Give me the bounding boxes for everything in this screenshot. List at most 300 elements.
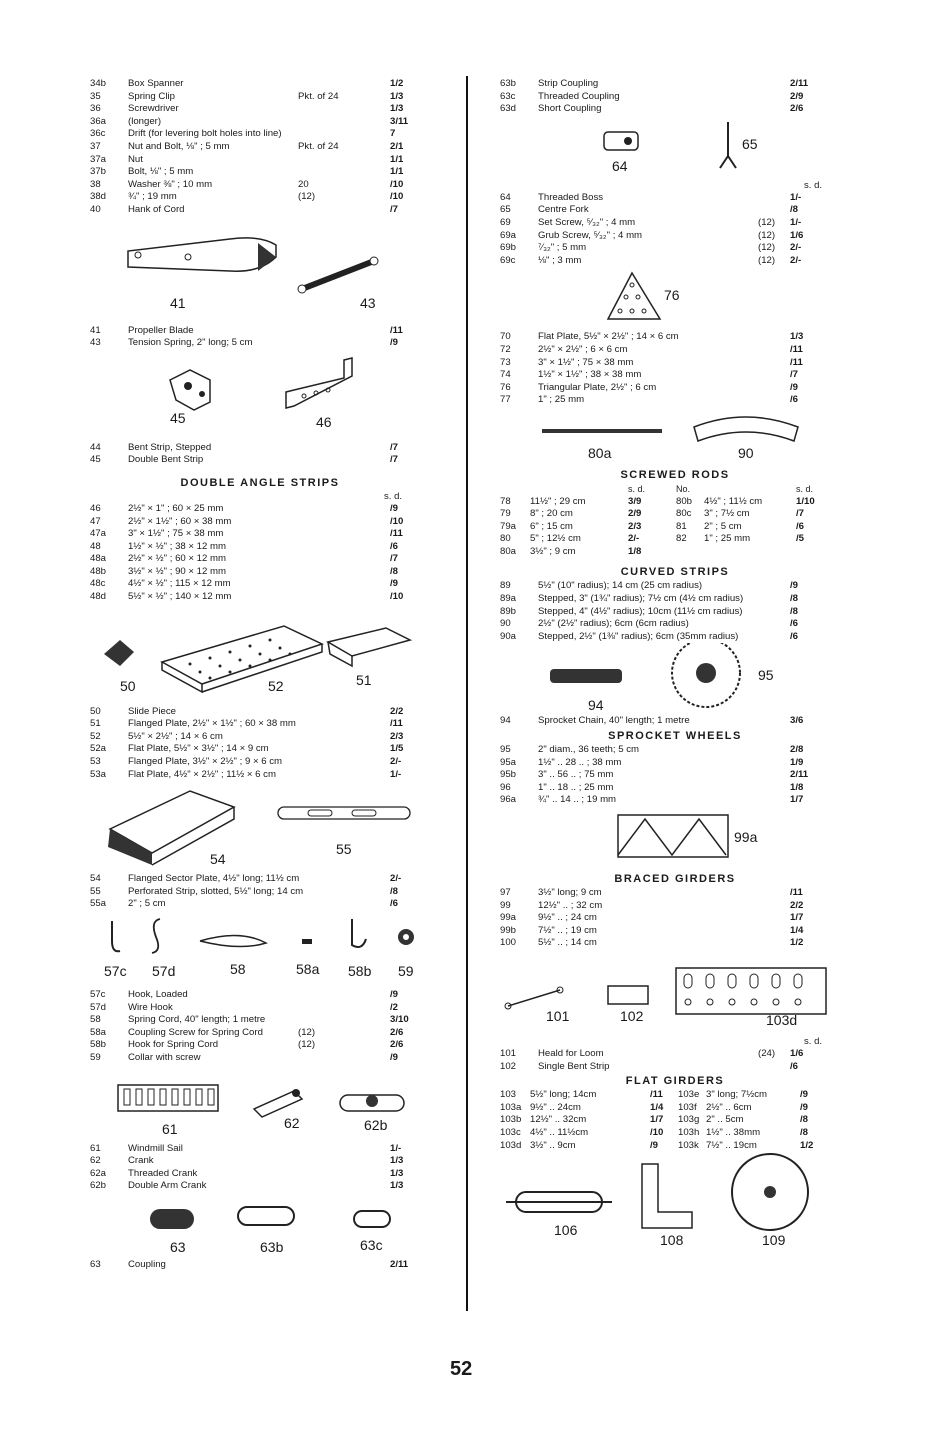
list-item <box>90 204 430 217</box>
part-description: 2½" × 2½" ; 6 × 6 cm <box>538 343 628 355</box>
list-item <box>500 217 850 230</box>
left-column <box>90 78 430 1272</box>
part-price: 1/- <box>790 191 802 203</box>
part-description: Flat Plate, 5½" × 2½" ; 14 × 6 cm <box>538 331 679 343</box>
part-price: /11 <box>390 718 403 730</box>
figure-label-94: 94 <box>588 697 604 714</box>
part-price: 7 <box>390 128 396 140</box>
figure-label-63c: 63c <box>360 1236 383 1253</box>
figure-57-59 <box>90 911 430 989</box>
cell-p1: 2/- <box>628 533 640 545</box>
cell-p2: /6 <box>796 520 805 532</box>
list-item <box>500 242 850 255</box>
part-price: 3/11 <box>390 115 409 127</box>
figure-76 <box>500 267 850 331</box>
part-number: 34b <box>90 78 107 89</box>
cell-p2: /5 <box>796 533 805 545</box>
cell-p1: 1/8 <box>628 545 642 557</box>
cell-d2: 7½" .. 19cm <box>706 1139 757 1151</box>
cell-c2: 103h <box>678 1126 700 1138</box>
list-item <box>90 566 430 579</box>
list-item <box>90 166 430 179</box>
part-price: 1/3 <box>390 103 404 115</box>
list-item <box>500 887 850 900</box>
part-price: 2/11 <box>790 769 809 781</box>
list-item <box>500 533 850 546</box>
parts-list-couplings <box>500 78 850 116</box>
part-number: 69a <box>500 229 517 241</box>
list-item <box>90 769 430 782</box>
figure-64-65 <box>500 116 850 180</box>
shillings-pence-header-right-2: s. d. <box>804 1035 822 1047</box>
parts-list-flat-plates <box>500 331 850 407</box>
part-description: Coupling Screw for Spring Cord <box>128 1026 263 1038</box>
boss-fork-drawing <box>500 116 850 180</box>
part-price: 1/- <box>390 1142 402 1154</box>
part-description: 2½" (2½" radius); 6cm (6cm radius) <box>538 618 689 630</box>
part-description: Hank of Cord <box>128 203 185 215</box>
part-description: Flanged Plate, 3½" × 2½" ; 9 × 6 cm <box>128 756 283 768</box>
part-description: Drift (for levering bolt holes into line) <box>128 128 282 140</box>
rod-curved-strip-drawing <box>500 407 850 467</box>
pack-quantity: (12) <box>758 229 776 241</box>
part-description: Double Arm Crank <box>128 1180 207 1192</box>
figure-label-50: 50 <box>120 677 136 694</box>
part-price: 1/6 <box>790 1047 804 1059</box>
part-price: /9 <box>390 337 399 349</box>
sprocket-wheels-heading: SPROCKET WHEELS <box>608 730 742 743</box>
parts-list-screws <box>500 192 850 268</box>
figure-label-58a: 58a <box>296 961 320 977</box>
list-item <box>90 1143 430 1156</box>
figure-45-46 <box>90 350 430 442</box>
part-number: 58 <box>90 1014 101 1026</box>
cell-p1: 3/9 <box>628 495 642 507</box>
list-item <box>90 731 430 744</box>
cell-p1: /10 <box>650 1126 664 1138</box>
list-item <box>500 192 850 205</box>
figure-label-108: 108 <box>660 1232 684 1249</box>
part-price: 1/7 <box>790 912 804 924</box>
figure-41-43 <box>90 217 430 325</box>
cell-d1: 3½" ; 9 cm <box>530 545 576 557</box>
part-description: Windmill Sail <box>128 1142 183 1154</box>
cell-c1: 79a <box>500 520 517 532</box>
screwed-rods-header <box>500 483 850 496</box>
part-price: 2/- <box>390 756 402 768</box>
list-item <box>90 1039 430 1052</box>
part-price: 1/3 <box>790 331 804 343</box>
list-item <box>500 546 850 559</box>
list-item <box>90 325 430 338</box>
part-description: 2½" × ½" ; 60 × 12 mm <box>128 553 227 565</box>
parts-list-coupling <box>90 1259 430 1272</box>
parts-list-sprocket-wheels <box>500 744 850 807</box>
list-item <box>90 743 430 756</box>
part-description: ⁷⁄₃₂" ; 5 mm <box>538 242 587 254</box>
part-description: 2" ; 5 cm <box>128 898 166 910</box>
figure-61-62 <box>90 1065 430 1143</box>
part-price: 2/9 <box>790 90 804 102</box>
part-description: ⅛" ; 3 mm <box>538 254 582 266</box>
part-price: 1/5 <box>390 743 404 755</box>
part-description: Short Coupling <box>538 103 602 115</box>
part-description: 2" diam., 36 teeth; 5 cm <box>538 744 639 756</box>
part-number: 53a <box>90 768 107 780</box>
list-item <box>90 1014 430 1027</box>
part-number: 72 <box>500 343 511 355</box>
cell-c1: 78 <box>500 495 511 507</box>
part-number: 100 <box>500 937 517 949</box>
part-description: 1½" × 1½" ; 38 × 38 mm <box>538 369 642 381</box>
part-description: 3½" long; 9 cm <box>538 887 602 898</box>
part-price: /9 <box>790 381 799 393</box>
list-item <box>90 1155 430 1168</box>
list-item <box>500 382 850 395</box>
parts-list-hooks <box>90 989 430 1065</box>
part-description: 4½" × ½" ; 115 × 12 mm <box>128 578 231 590</box>
part-description: Strip Coupling <box>538 78 599 89</box>
bent-strip-drawing <box>90 350 430 442</box>
part-price: /7 <box>790 369 799 381</box>
part-number: 62b <box>90 1180 107 1192</box>
list-item <box>500 78 850 91</box>
part-description: 3" .. 56 .. ; 75 mm <box>538 769 614 781</box>
figure-label-61: 61 <box>162 1120 178 1137</box>
list-item <box>500 344 850 357</box>
part-number: 48d <box>90 591 107 603</box>
part-price: /11 <box>390 528 403 540</box>
list-item <box>500 912 850 925</box>
list-item <box>500 255 850 268</box>
cell-d1: 8" ; 20 cm <box>530 508 573 520</box>
cell-d1: 3½" .. 9cm <box>530 1139 576 1151</box>
pack-quantity: (12) <box>758 254 776 266</box>
cell-d2: 4½" ; 11½ cm <box>704 495 763 507</box>
cell-c1: 103a <box>500 1101 522 1113</box>
part-description: Threaded Coupling <box>538 90 620 102</box>
cell-p2: /8 <box>800 1114 809 1126</box>
part-description: Perforated Strip, slotted, 5½" long; 14 cm <box>128 885 304 897</box>
shillings-pence-header-right: s. d. <box>804 179 822 191</box>
part-description: Flat Plate, 5½" × 3½" ; 14 × 9 cm <box>128 743 269 755</box>
part-number: 95b <box>500 769 517 781</box>
part-description: Spring Cord, 40" length; 1 metre <box>128 1014 266 1026</box>
pack-quantity: (24) <box>758 1047 776 1059</box>
part-price: 1/3 <box>390 90 404 102</box>
cell-c2: 80c <box>676 508 692 520</box>
cell-p1: /9 <box>650 1139 659 1151</box>
list-item <box>90 578 430 591</box>
figure-label-45: 45 <box>170 409 186 426</box>
list-item <box>90 141 430 154</box>
braced-girders-heading: BRACED GIRDERS <box>614 873 736 885</box>
list-item <box>90 154 430 167</box>
part-price: 2/6 <box>390 1039 404 1051</box>
figure-label-109: 109 <box>762 1232 786 1249</box>
part-number: 94 <box>500 715 511 727</box>
part-price: 1/6 <box>790 229 804 241</box>
cell-c2: 103g <box>678 1114 700 1126</box>
part-price: 2/6 <box>790 103 804 115</box>
part-number: 74 <box>500 369 511 381</box>
part-price: 1/3 <box>390 1155 404 1167</box>
figure-label-46: 46 <box>316 413 332 430</box>
part-price: /9 <box>390 578 399 590</box>
part-description: Set Screw, ⁵⁄₃₂" ; 4 mm <box>538 216 636 228</box>
part-price: /10 <box>390 178 404 190</box>
chain-sprocket-drawing <box>500 643 850 715</box>
part-price: /9 <box>390 1051 399 1063</box>
curved-strips-heading: CURVED STRIPS <box>620 566 730 579</box>
part-price: 1/8 <box>790 781 804 793</box>
part-description: Hook for Spring Cord <box>128 1039 219 1051</box>
figure-50-52-51 <box>90 604 430 706</box>
part-number: 37 <box>90 140 101 152</box>
part-description: Double Bent Strip <box>128 454 204 466</box>
double-angle-strips-heading: DOUBLE ANGLE STRIPS <box>180 476 340 489</box>
list-item <box>500 1140 850 1153</box>
list-item <box>500 1048 850 1061</box>
part-number: 61 <box>90 1142 101 1154</box>
part-price: 2/- <box>790 242 802 254</box>
part-description: 5½" × ½" ; 140 × 12 mm <box>128 591 232 603</box>
part-price: 1/3 <box>390 1167 404 1179</box>
list-item <box>500 204 850 217</box>
cell-p2: /8 <box>800 1126 809 1138</box>
part-price: 3/6 <box>790 715 804 727</box>
part-number: 89b <box>500 605 517 617</box>
part-price: /7 <box>390 454 399 466</box>
part-description: 2½" × 1½" ; 60 × 38 mm <box>128 515 232 527</box>
part-description: 1½" × ½" ; 38 × 12 mm <box>128 540 227 552</box>
cell-d1: 4½" .. 11½cm <box>530 1126 589 1138</box>
part-price: /11 <box>390 324 403 336</box>
part-number: 40 <box>90 203 101 215</box>
part-description: Stepped, 2½" (1⅜" radius); 6cm (35mm radius) <box>538 630 739 642</box>
list-item <box>90 756 430 769</box>
list-item <box>500 331 850 344</box>
column-divider <box>466 76 468 1311</box>
part-number: 37b <box>90 166 107 178</box>
part-number: 59 <box>90 1051 101 1063</box>
cell-d2: 2½" .. 6cm <box>706 1101 752 1113</box>
part-number: 102 <box>500 1060 517 1072</box>
cell-d2: 3" long; 7½cm <box>706 1089 768 1101</box>
cell-p2: 1/10 <box>796 495 815 507</box>
list-item <box>500 230 850 243</box>
part-description: Grub Screw, ⁵⁄₃₂" ; 4 mm <box>538 229 643 241</box>
propeller-spring-drawing <box>90 217 430 325</box>
part-description: 5½" × 2½" ; 14 × 6 cm <box>128 730 223 742</box>
parts-list-flat-girders <box>500 1089 850 1152</box>
part-price: 1/1 <box>390 166 404 178</box>
cell-d2: 2" ; 5 cm <box>704 520 742 532</box>
part-description: 5½" (10" radius); 14 cm (25 cm radius) <box>538 580 703 592</box>
part-description: Single Bent Strip <box>538 1060 610 1072</box>
figure-label-64: 64 <box>612 157 628 174</box>
cell-c1: 103b <box>500 1114 522 1126</box>
list-item <box>500 369 850 382</box>
figure-label-65: 65 <box>742 135 758 152</box>
list-item <box>500 496 850 509</box>
cell-c1: 80 <box>500 533 511 545</box>
cell-p1: 2/3 <box>628 520 642 532</box>
part-number: 99b <box>500 924 517 936</box>
list-item <box>90 191 430 204</box>
part-price: 1/1 <box>390 153 404 165</box>
part-number: 63d <box>500 103 517 115</box>
part-price: 2/- <box>390 873 402 885</box>
list-item <box>90 718 430 731</box>
figure-label-90: 90 <box>738 444 754 461</box>
part-number: 90a <box>500 630 517 642</box>
part-price: /7 <box>390 441 399 453</box>
part-price: /6 <box>790 630 799 642</box>
list-item <box>500 1102 850 1115</box>
cell-d1: 9½" .. 24cm <box>530 1101 581 1113</box>
part-price: 1/- <box>790 216 802 228</box>
list-item <box>90 516 430 529</box>
figure-label-80a: 80a <box>588 444 612 461</box>
list-item <box>90 116 430 129</box>
list-item <box>500 1114 850 1127</box>
cell-d1: 12½" .. 32cm <box>530 1114 587 1126</box>
list-item <box>500 394 850 407</box>
part-number: 95a <box>500 756 517 768</box>
figure-label-103d: 103d <box>766 1011 798 1028</box>
hooks-drawing <box>90 911 430 989</box>
part-price: /8 <box>790 605 799 617</box>
flanged-plates-drawing <box>90 604 430 706</box>
part-price: 2/8 <box>790 744 804 756</box>
figure-label-62b: 62b <box>364 1116 388 1133</box>
part-number: 58a <box>90 1026 107 1038</box>
cell-d2: 1½" .. 38mm <box>706 1126 761 1138</box>
parts-list-double-angle-strips <box>90 503 430 604</box>
list-item <box>500 631 850 644</box>
figure-label-76: 76 <box>664 287 680 304</box>
list-item <box>90 886 430 899</box>
part-number: 52a <box>90 743 107 755</box>
list-item <box>90 541 430 554</box>
part-price: 2/- <box>790 254 802 266</box>
part-price: 1/- <box>390 768 402 780</box>
list-item <box>500 925 850 938</box>
figure-label-51: 51 <box>356 671 372 688</box>
list-item <box>500 91 850 104</box>
part-number: 55a <box>90 898 107 910</box>
part-number: 57c <box>90 989 106 1000</box>
cell-p1: /11 <box>650 1089 663 1101</box>
part-price: 3/10 <box>390 1014 409 1026</box>
part-description: 2½" × 1" ; 60 × 25 mm <box>128 502 224 514</box>
cell-c2: 103f <box>678 1101 697 1113</box>
part-number: 69c <box>500 254 516 266</box>
part-number: 48a <box>90 553 107 565</box>
part-description: Flat Plate, 4½" × 2½" ; 11½ × 6 cm <box>128 768 276 780</box>
shillings-pence-header: s. d. <box>384 490 402 502</box>
part-description: (longer) <box>128 115 162 127</box>
parts-list-sector <box>90 873 430 911</box>
sd-label-2: s. d. <box>796 483 814 494</box>
part-price: /8 <box>790 204 799 216</box>
figure-99a <box>500 807 850 871</box>
part-price: /6 <box>390 540 399 552</box>
pack-quantity: (12) <box>298 191 316 203</box>
pack-quantity: Pkt. of 24 <box>298 140 339 152</box>
part-number: 96 <box>500 781 511 793</box>
list-item <box>500 937 850 950</box>
part-number: 89 <box>500 580 511 592</box>
figure-label-101: 101 <box>546 1007 570 1024</box>
figure-label-52: 52 <box>268 677 284 694</box>
part-description: Screwdriver <box>128 103 179 115</box>
figure-106-109 <box>500 1152 850 1248</box>
part-price: /11 <box>790 343 803 355</box>
list-item <box>90 179 430 192</box>
part-description: 7½" .. ; 19 cm <box>538 924 597 936</box>
cell-p1: 2/9 <box>628 508 642 520</box>
part-number: 37a <box>90 153 107 165</box>
figure-94-95 <box>500 643 850 715</box>
part-description: 5½" .. ; 14 cm <box>538 937 597 949</box>
part-description: 1" ; 25 mm <box>538 394 585 406</box>
part-price: 2/1 <box>390 140 404 152</box>
list-item <box>90 1052 430 1065</box>
list-item <box>90 337 430 350</box>
figure-label-63b: 63b <box>260 1238 284 1255</box>
cell-c2: 81 <box>676 520 687 532</box>
list-item <box>500 521 850 534</box>
figure-label-54: 54 <box>210 851 226 868</box>
part-description: Stepped, 4" (4½" radius); 10cm (11½ cm radius) <box>538 605 743 617</box>
list-item <box>500 744 850 757</box>
cell-p2: 1/2 <box>800 1139 814 1151</box>
pack-quantity: (12) <box>298 1039 316 1051</box>
part-number: 69 <box>500 216 511 228</box>
parts-list-windmill <box>90 1143 430 1193</box>
list-item <box>90 553 430 566</box>
part-description: Bent Strip, Stepped <box>128 441 212 453</box>
figure-label-58: 58 <box>230 961 246 977</box>
part-description: Heald for Loom <box>538 1047 604 1059</box>
cell-c1: 103c <box>500 1126 521 1138</box>
part-number: 53 <box>90 756 101 768</box>
part-number: 35 <box>90 90 101 102</box>
list-item <box>500 508 850 521</box>
part-description: Flanged Plate, 2½" × 1½" ; 60 × 38 mm <box>128 718 296 730</box>
list-item <box>90 873 430 886</box>
list-item <box>500 769 850 782</box>
list-item <box>90 528 430 541</box>
part-number: 73 <box>500 356 511 368</box>
part-price: 1/2 <box>390 78 404 89</box>
screwed-rods-heading: SCREWED RODS <box>620 468 730 481</box>
part-price: /10 <box>390 515 404 527</box>
list-item <box>90 78 430 91</box>
list-item <box>90 1180 430 1193</box>
part-number: 36c <box>90 128 106 140</box>
part-description: Tension Spring, 2" long; 5 cm <box>128 337 253 349</box>
part-description: 1" .. 18 .. ; 25 mm <box>538 781 614 793</box>
cell-d1: 5" ; 12½ cm <box>530 533 581 545</box>
part-description: Nut <box>128 153 143 165</box>
figure-80a-90 <box>500 407 850 467</box>
part-description: 3" × 1½" ; 75 × 38 mm <box>128 528 224 540</box>
part-number: 96a <box>500 794 517 806</box>
braced-girder-drawing <box>500 807 850 871</box>
